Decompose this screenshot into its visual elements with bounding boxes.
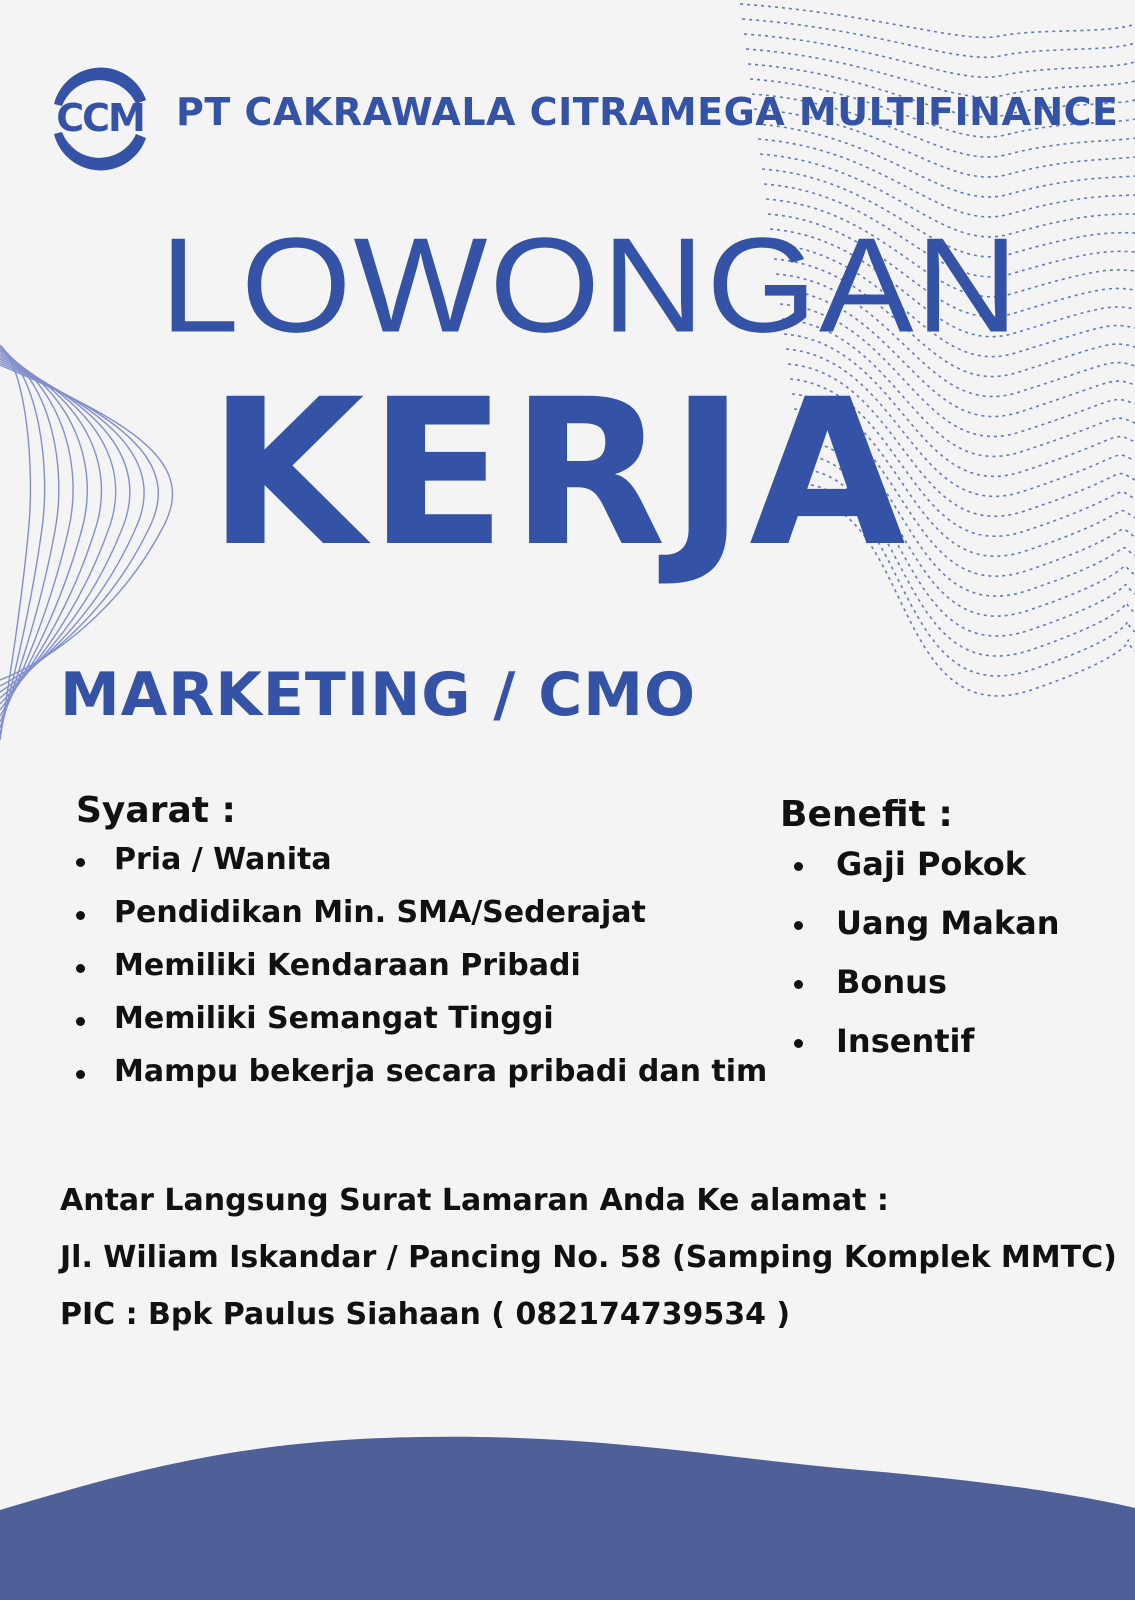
job-position-title: MARKETING / CMO xyxy=(60,660,696,730)
ccm-logo-icon xyxy=(40,58,160,178)
dotted-wave-line xyxy=(758,139,1135,217)
benefits-heading: Benefit : xyxy=(780,794,953,835)
requirements-heading: Syarat : xyxy=(76,790,236,831)
address-text: Jl. Wiliam Iskandar / Pancing No. 58 (Samping Komplek MMTC) xyxy=(60,1240,1117,1275)
headline-kerja: KERJA xyxy=(208,355,910,591)
benefit-item: Bonus xyxy=(794,963,1060,1022)
arc-line xyxy=(0,359,130,698)
benefit-item: Gaji Pokok xyxy=(794,845,1060,904)
benefit-item: Uang Makan xyxy=(794,904,1060,963)
requirement-item: Pria / Wanita xyxy=(76,842,767,895)
dotted-wave-line xyxy=(756,124,1135,197)
requirement-item: Mampu bekerja secara pribadi dan tim xyxy=(76,1054,767,1107)
bottom-wave-shape xyxy=(0,1437,1135,1600)
benefit-item: Insentif xyxy=(794,1022,1060,1081)
dotted-wave-line xyxy=(742,19,1135,57)
requirement-item: Pendidikan Min. SMA/Sederajat xyxy=(76,895,767,948)
application-instruction: Antar Langsung Surat Lamaran Anda Ke alamat : xyxy=(60,1183,889,1218)
logo-text: CCM xyxy=(56,96,144,140)
pic-contact-text: PIC : Bpk Paulus Siahaan ( 082174739534 ) xyxy=(60,1297,791,1332)
requirement-item: Memiliki Kendaraan Pribadi xyxy=(76,948,767,1001)
company-name: PT CAKRAWALA CITRAMEGA MULTIFINANCE xyxy=(176,90,1119,134)
dotted-wave-line xyxy=(740,4,1135,37)
requirements-list xyxy=(76,842,767,1107)
requirement-item: Memiliki Semangat Tinggi xyxy=(76,1001,767,1054)
arc-line xyxy=(0,357,116,704)
headline-lowongan: LOWONGAN xyxy=(160,209,1021,361)
benefits-list xyxy=(794,845,1060,1081)
